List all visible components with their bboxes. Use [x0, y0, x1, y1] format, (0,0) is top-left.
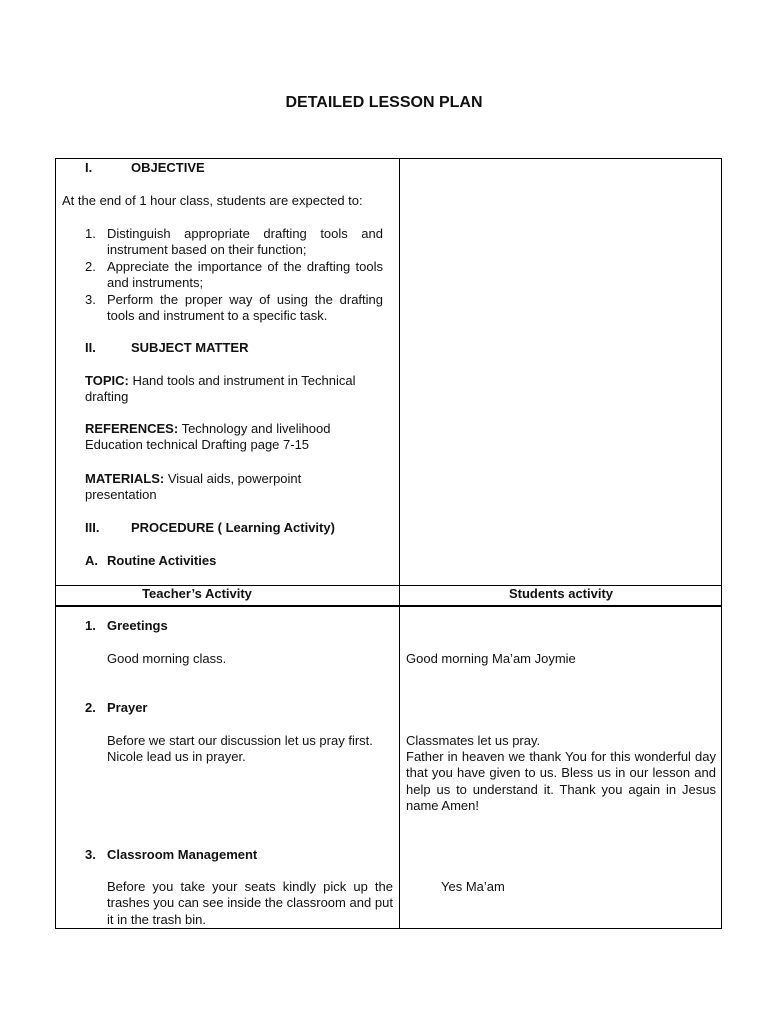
objective-intro: At the end of 1 hour class, students are expected to: [62, 193, 363, 208]
students-column-header: Students activity [508, 586, 614, 601]
list-text: Distinguish appropriate drafting tools and instrument based on their function; [107, 226, 383, 258]
list-number: 2. [85, 259, 96, 274]
references-label: REFERENCES: [85, 421, 179, 436]
subject-matter-heading: SUBJECT MATTER [131, 340, 249, 355]
topic-label: TOPIC: [85, 373, 129, 388]
document-title: DETAILED LESSON PLAN [285, 94, 483, 111]
activity-number: 2. [85, 700, 96, 715]
students-activity-text: Yes Ma’am [441, 879, 505, 894]
procedure-heading: PROCEDURE ( Learning Activity) [131, 520, 335, 535]
materials-line [85, 471, 355, 504]
topic-text: Hand tools and instrument in Technical drafting [85, 373, 356, 405]
students-prayer-text: Father in heaven we thank You for this wonderful day that you have given to us. Bless us in our lesson and help us to understand it. Thank you again in Jesus name Amen! [406, 749, 716, 814]
students-activity-text: Classmates let us pray. [406, 733, 541, 748]
lesson-plan-table [55, 158, 722, 929]
list-number: 1. [85, 226, 96, 241]
materials-text: Visual aids, powerpoint presentation [85, 471, 302, 503]
students-activity-text: Good morning Ma’am Joymie [406, 651, 576, 666]
teacher-activity-text: Before we start our discussion let us pray first. Nicole lead us in prayer. [107, 733, 373, 765]
routine-heading: Routine Activities [107, 553, 217, 568]
activity-number: 3. [85, 847, 96, 862]
references-text: Technology and livelihood Education technical Drafting page 7-15 [85, 421, 331, 453]
objective-numeral: I. [85, 160, 93, 175]
activity-heading: Greetings [107, 618, 168, 633]
teacher-activity-text: Good morning class. [107, 651, 227, 666]
list-text: Perform the proper way of using the drafting tools and instrument to a specific task. [107, 292, 383, 324]
objective-heading: OBJECTIVE [131, 160, 205, 175]
activity-heading: Prayer [107, 700, 148, 715]
routine-letter: A. [85, 553, 98, 568]
subject-matter-numeral: II. [85, 340, 96, 355]
procedure-numeral: III. [85, 520, 100, 535]
list-text: Appreciate the importance of the drafting tools and instruments; [107, 259, 383, 291]
materials-label: MATERIALS: [85, 471, 165, 486]
activity-heading: Classroom Management [107, 847, 258, 862]
header-divider [56, 605, 721, 607]
references-line [85, 421, 385, 454]
list-number: 3. [85, 292, 96, 307]
teacher-column-header: Teacher’s Activity [142, 586, 252, 601]
topic-line [85, 373, 385, 406]
teacher-activity-text: Before you take your seats kindly pick up the trashes you can see inside the classroom and put it in the trash bin. [107, 879, 393, 927]
column-divider [399, 159, 400, 928]
activity-number: 1. [85, 618, 96, 633]
objective-list [85, 226, 385, 324]
